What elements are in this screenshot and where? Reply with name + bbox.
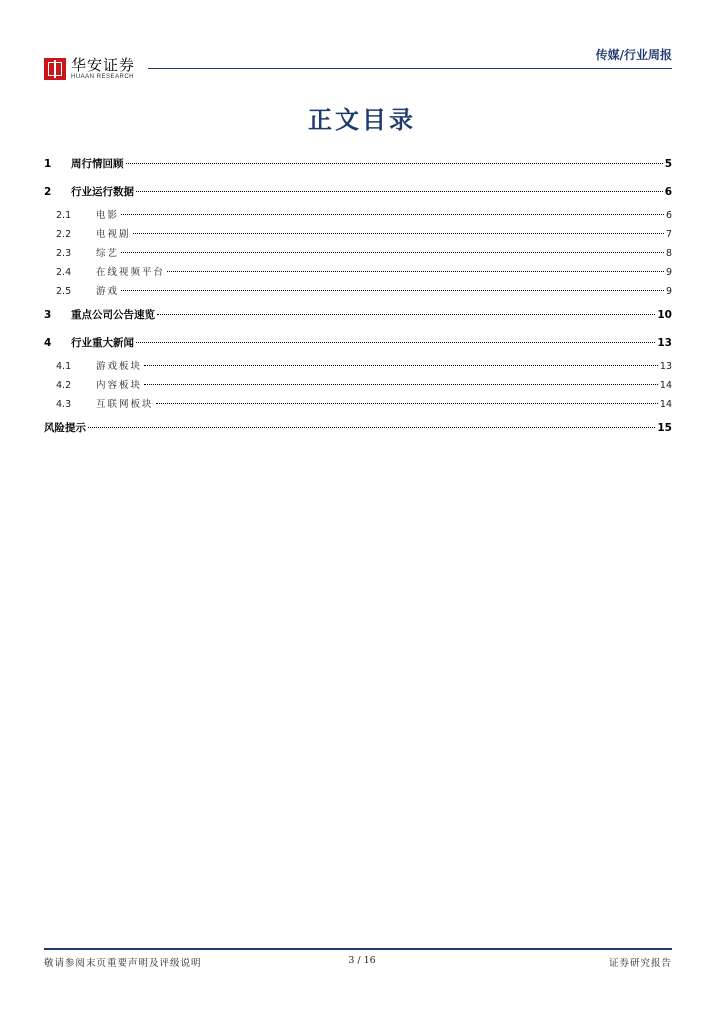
toc-entry-page: 15 bbox=[657, 422, 672, 434]
toc-entry-number: 1 bbox=[44, 158, 52, 170]
toc-entry-page: 10 bbox=[657, 309, 672, 321]
toc-leader-dots bbox=[121, 290, 664, 291]
toc-leader-dots bbox=[126, 163, 663, 164]
toc-entry-number: 2.1 bbox=[56, 210, 72, 221]
toc-entry[interactable] bbox=[44, 376, 672, 395]
toc-entry-number: 2 bbox=[44, 186, 52, 198]
toc-entry-page: 14 bbox=[659, 399, 672, 410]
toc-entry-label: 电影 bbox=[96, 210, 120, 221]
toc-entry-page: 9 bbox=[665, 267, 672, 278]
toc-leader-dots bbox=[133, 233, 664, 234]
toc-entry-label: 互联网板块 bbox=[96, 399, 154, 410]
toc-leader-dots bbox=[121, 214, 664, 215]
footer-disclaimer: 敬请参阅末页重要声明及评级说明 bbox=[44, 958, 202, 969]
toc-entry-page: 8 bbox=[665, 248, 672, 259]
page-number: 3 / 16 bbox=[348, 955, 376, 966]
toc-entry[interactable] bbox=[44, 263, 672, 282]
toc-entry[interactable] bbox=[44, 206, 672, 225]
toc-entry-page: 5 bbox=[664, 158, 672, 170]
toc-entry[interactable] bbox=[44, 244, 672, 263]
toc-entry[interactable] bbox=[44, 395, 672, 414]
toc-entry[interactable] bbox=[44, 357, 672, 376]
toc-entry[interactable] bbox=[44, 301, 672, 329]
toc-entry-number: 4 bbox=[44, 337, 52, 349]
toc-entry-number: 3 bbox=[44, 309, 52, 321]
toc-entry-page: 7 bbox=[665, 229, 672, 240]
logo-seal-icon bbox=[44, 58, 66, 80]
toc-entry-label: 风险提示 bbox=[44, 422, 86, 434]
logo-chinese-name: 华安证券 bbox=[71, 56, 136, 74]
header-divider bbox=[148, 68, 672, 69]
toc-entry-page: 6 bbox=[665, 210, 672, 221]
toc-entry-page: 14 bbox=[659, 380, 672, 391]
toc-leader-dots bbox=[156, 403, 658, 404]
toc-entry-label: 综艺 bbox=[96, 248, 120, 259]
toc-entry[interactable] bbox=[44, 225, 672, 244]
toc-entry-label: 游戏板块 bbox=[96, 361, 143, 372]
toc-leader-dots bbox=[144, 384, 658, 385]
toc-entry[interactable] bbox=[44, 178, 672, 206]
toc-leader-dots bbox=[136, 342, 655, 343]
toc-leader-dots bbox=[136, 191, 663, 192]
toc-entry-number: 2.3 bbox=[56, 248, 72, 259]
toc-leader-dots bbox=[88, 427, 655, 428]
toc-entry-page: 6 bbox=[664, 186, 672, 198]
footer-report-type: 证券研究报告 bbox=[608, 958, 672, 969]
toc-entry-number: 4.1 bbox=[56, 361, 72, 372]
footer-divider bbox=[44, 948, 672, 950]
toc-entry-number: 4.3 bbox=[56, 399, 72, 410]
toc-entry-label: 在线视频平台 bbox=[96, 267, 166, 278]
toc-entry-page: 9 bbox=[665, 286, 672, 297]
toc-entry-number: 2.5 bbox=[56, 286, 72, 297]
page-title: 正文目录 bbox=[308, 106, 416, 134]
toc-entry-number: 2.4 bbox=[56, 267, 72, 278]
logo-english-name: HUAAN RESEARCH bbox=[71, 74, 135, 80]
table-of-contents bbox=[44, 150, 672, 442]
toc-entry-label: 游戏 bbox=[96, 286, 120, 297]
company-logo bbox=[44, 57, 135, 81]
toc-entry-label: 行业运行数据 bbox=[71, 186, 134, 198]
toc-leader-dots bbox=[157, 314, 655, 315]
toc-entry[interactable] bbox=[44, 329, 672, 357]
toc-entry-label: 电视剧 bbox=[96, 229, 131, 240]
toc-leader-dots bbox=[121, 252, 664, 253]
toc-leader-dots bbox=[144, 365, 658, 366]
report-section-label: 传媒/行业周报 bbox=[595, 48, 672, 62]
toc-entry-label: 内容板块 bbox=[96, 380, 143, 391]
toc-entry-label: 重点公司公告速览 bbox=[71, 309, 155, 321]
toc-entry-label: 行业重大新闻 bbox=[71, 337, 134, 349]
toc-entry[interactable] bbox=[44, 282, 672, 301]
toc-entry-page: 13 bbox=[657, 337, 672, 349]
toc-entry-page: 13 bbox=[659, 361, 672, 372]
toc-entry-number: 4.2 bbox=[56, 380, 72, 391]
toc-entry[interactable] bbox=[44, 150, 672, 178]
toc-entry[interactable] bbox=[44, 414, 672, 442]
toc-leader-dots bbox=[167, 271, 664, 272]
toc-entry-label: 周行情回顾 bbox=[71, 158, 124, 170]
toc-entry-number: 2.2 bbox=[56, 229, 72, 240]
